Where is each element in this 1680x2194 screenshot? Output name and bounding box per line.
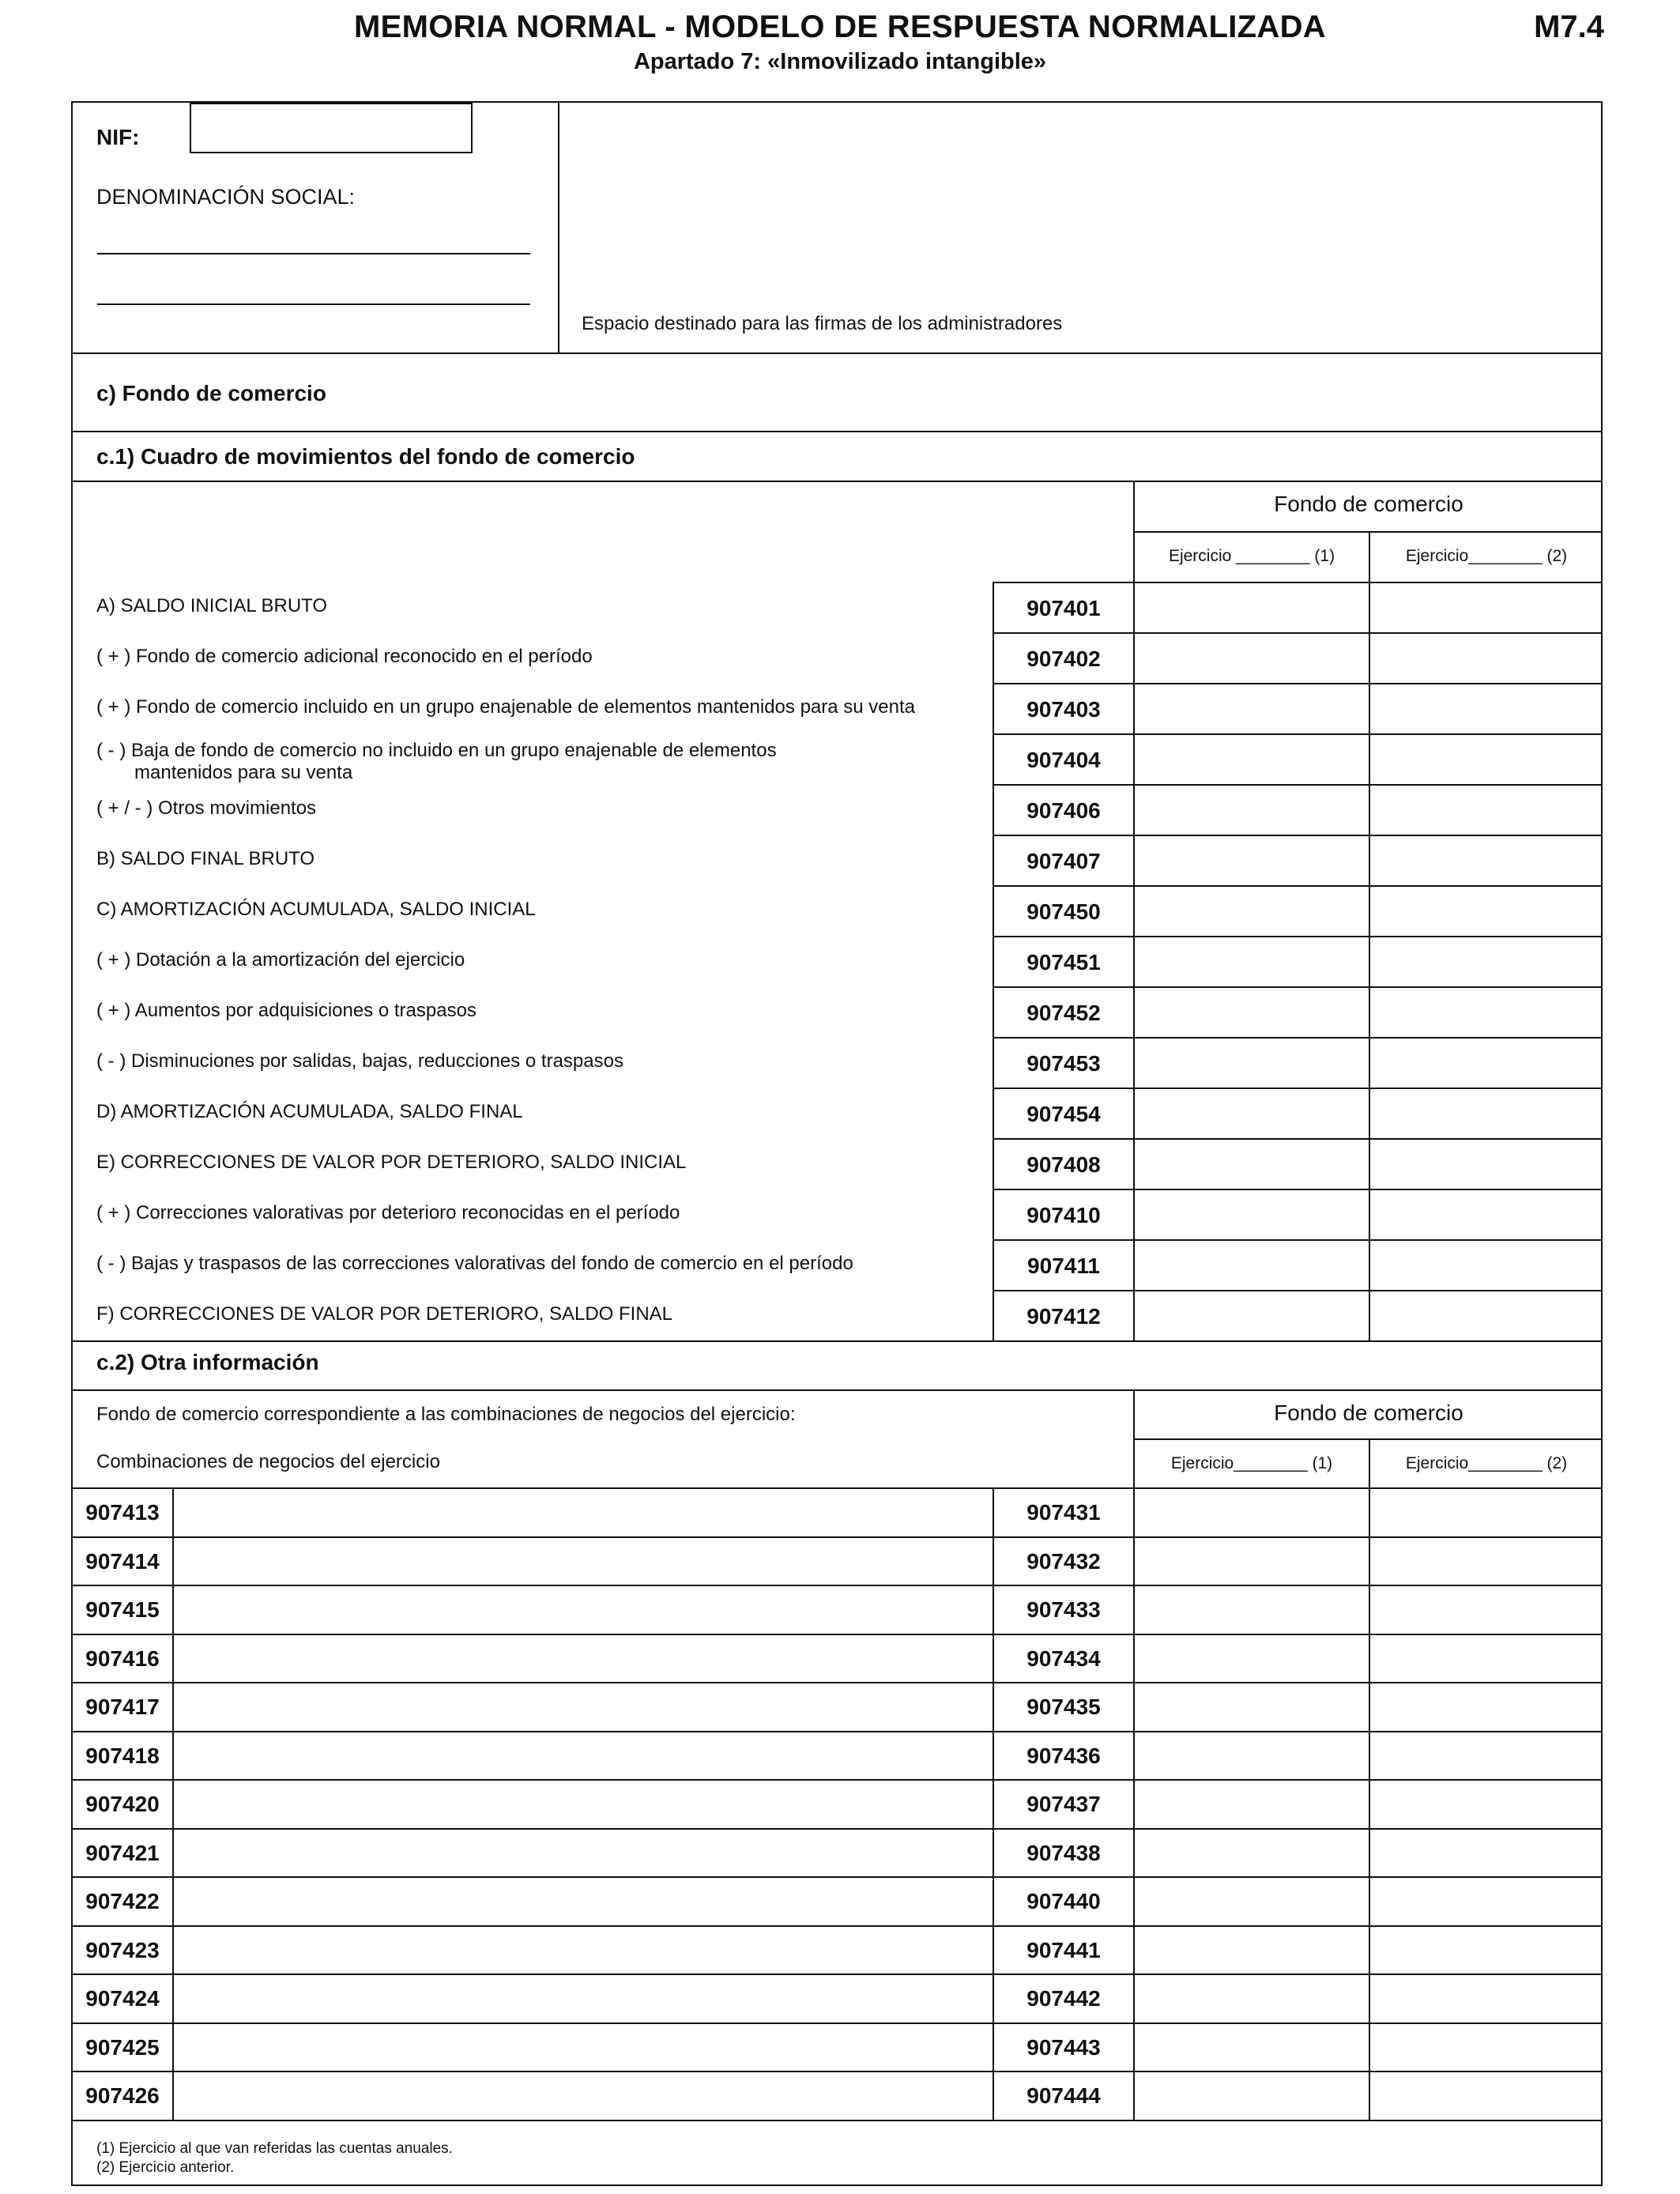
c2-row-left-code: 907421 [85, 1840, 160, 1865]
c1-row-label: B) SALDO FINAL BRUTO [96, 848, 315, 869]
c2-value-cell-ej2[interactable] [1370, 1975, 1603, 2022]
c1-value-cell-ej2[interactable] [1370, 634, 1603, 683]
divider [71, 2120, 1603, 2121]
divider [71, 352, 1603, 354]
c1-value-cell-ej2[interactable] [1370, 988, 1603, 1037]
c2-business-combination-field[interactable] [174, 1878, 993, 1925]
c2-value-cell-ej2[interactable] [1370, 1538, 1603, 1585]
c1-col1-header: Ejercicio ________ (1) [1168, 547, 1335, 565]
c2-value-cell-ej1[interactable] [1135, 1586, 1369, 1634]
c2-business-combination-field[interactable] [174, 1489, 993, 1536]
c1-value-cell-ej2[interactable] [1370, 1089, 1603, 1138]
c2-row-left-code: 907413 [85, 1500, 160, 1525]
c1-value-cell-ej2[interactable] [1370, 1291, 1603, 1340]
c2-business-combination-field[interactable] [174, 1538, 993, 1585]
c2-value-cell-ej1[interactable] [1135, 2024, 1369, 2071]
denominacion-line-1[interactable] [97, 253, 530, 254]
c1-row-code: 907403 [1026, 697, 1101, 722]
c1-value-cell-ej1[interactable] [1135, 887, 1369, 936]
c2-business-combination-field[interactable] [174, 1830, 993, 1877]
c2-row-right-code: 907440 [1026, 1889, 1101, 1913]
c1-value-cell-ej1[interactable] [1135, 1089, 1369, 1138]
c2-business-combination-field[interactable] [174, 1927, 993, 1974]
c2-row-right-code: 907441 [1026, 1937, 1101, 1962]
c2-value-cell-ej1[interactable] [1135, 1538, 1369, 1585]
c2-value-cell-ej2[interactable] [1370, 1489, 1603, 1536]
c1-value-cell-ej1[interactable] [1135, 634, 1369, 683]
divider [71, 481, 1603, 482]
c1-row-code: 907411 [1027, 1253, 1100, 1278]
c1-row-label-line1: ( - ) Baja de fondo de comercio no incluido en un grupo enajenable de elementos [96, 740, 777, 761]
c2-value-cell-ej1[interactable] [1135, 1830, 1369, 1877]
c1-value-cell-ej1[interactable] [1135, 1190, 1369, 1239]
c2-row-left-code: 907420 [85, 1792, 160, 1816]
form-subtitle: Apartado 7: «Inmovilizado intangible» [633, 49, 1047, 74]
c1-row-label: ( + ) Aumentos por adquisiciones o traspasos [96, 1000, 477, 1021]
divider [1133, 1438, 1603, 1440]
c1-value-cell-ej1[interactable] [1135, 684, 1369, 733]
c1-value-cell-ej1[interactable] [1135, 786, 1369, 835]
c2-row-right-code: 907442 [1026, 1986, 1101, 2011]
c2-row-left-code: 907426 [85, 2083, 160, 2108]
c1-row-label: ( + ) Dotación a la amortización del ejercicio [96, 949, 465, 971]
c1-value-cell-ej1[interactable] [1135, 937, 1369, 986]
c1-value-cell-ej1[interactable] [1135, 1140, 1369, 1189]
c2-col1-header: Ejercicio________ (1) [1170, 1454, 1333, 1472]
c1-row-code: 907404 [1026, 748, 1101, 772]
c2-value-cell-ej2[interactable] [1370, 1781, 1603, 1828]
c1-row-label: ( - ) Bajas y traspasos de las correcciones valorativas del fondo de comercio en el período [96, 1253, 853, 1274]
c2-value-cell-ej2[interactable] [1370, 1635, 1603, 1683]
c2-value-cell-ej2[interactable] [1370, 1927, 1603, 1974]
c2-row-left-code: 907414 [85, 1548, 160, 1574]
c2-value-cell-ej2[interactable] [1370, 2072, 1603, 2120]
c1-value-cell-ej2[interactable] [1370, 887, 1603, 936]
c2-business-combination-field[interactable] [174, 1586, 993, 1634]
c1-value-cell-ej2[interactable] [1370, 1190, 1603, 1239]
c2-column-group: Fondo de comercio [1274, 1400, 1463, 1425]
footnote-2: (2) Ejercicio anterior. [96, 2159, 235, 2176]
c1-value-cell-ej2[interactable] [1370, 1039, 1603, 1088]
c2-value-cell-ej1[interactable] [1135, 1732, 1369, 1780]
c2-sub: Combinaciones de negocios del ejercicio [96, 1451, 440, 1472]
c1-value-cell-ej2[interactable] [1370, 836, 1603, 885]
c1-row-label [96, 740, 777, 784]
c1-row-label: D) AMORTIZACIÓN ACUMULADA, SALDO FINAL [96, 1101, 523, 1122]
c1-row-code: 907402 [1026, 647, 1101, 671]
divider [71, 1340, 1603, 1342]
c2-business-combination-field[interactable] [174, 1635, 993, 1683]
c2-business-combination-field[interactable] [174, 1975, 993, 2022]
section-c-title: c) Fondo de comercio [96, 381, 326, 405]
nif-label: NIF: [96, 125, 140, 149]
c1-row-code: 907412 [1026, 1304, 1101, 1329]
c2-business-combination-field[interactable] [174, 1683, 993, 1731]
c2-value-cell-ej2[interactable] [1370, 1586, 1603, 1634]
c2-business-combination-field[interactable] [174, 1781, 993, 1828]
c1-row-label: A) SALDO INICIAL BRUTO [96, 595, 328, 616]
c1-column-group: Fondo de comercio [1274, 492, 1463, 516]
c1-row-label: ( - ) Disminuciones por salidas, bajas, reducciones o traspasos [96, 1050, 623, 1072]
c2-value-cell-ej2[interactable] [1370, 1830, 1603, 1877]
c2-row-left-code: 907425 [85, 2034, 160, 2060]
c1-row-code: 907452 [1026, 1001, 1101, 1025]
c2-value-cell-ej1[interactable] [1135, 1975, 1369, 2022]
c2-value-cell-ej1[interactable] [1135, 1683, 1369, 1731]
c2-value-cell-ej2[interactable] [1370, 2024, 1603, 2071]
denominacion-label: DENOMINACIÓN SOCIAL: [96, 185, 356, 209]
c1-row-label: E) CORRECCIONES DE VALOR POR DETERIORO, SALDO INICIAL [96, 1152, 687, 1173]
c1-row-code: 907454 [1026, 1102, 1101, 1126]
c2-business-combination-field[interactable] [174, 2024, 993, 2071]
c1-row-label: ( + ) Fondo de comercio incluido en un grupo enajenable de elementos mantenidos para su venta [96, 696, 915, 718]
c2-row-right-code: 907438 [1026, 1840, 1101, 1865]
c1-value-cell-ej2[interactable] [1370, 735, 1603, 784]
c2-row-right-code: 907431 [1026, 1500, 1101, 1525]
c2-value-cell-ej1[interactable] [1135, 1781, 1369, 1828]
divider [71, 431, 1603, 432]
c1-value-cell-ej2[interactable] [1370, 937, 1603, 986]
c1-row-label: ( + ) Correcciones valorativas por deterioro reconocidas en el período [96, 1202, 680, 1223]
c1-row-code: 907406 [1026, 798, 1101, 823]
section-c1-title: c.1) Cuadro de movimientos del fondo de comercio [96, 444, 635, 469]
c1-value-cell-ej2[interactable] [1370, 786, 1603, 835]
c1-value-cell-ej1[interactable] [1135, 1039, 1369, 1088]
c1-value-cell-ej1[interactable] [1135, 1291, 1369, 1340]
c2-value-cell-ej1[interactable] [1135, 1878, 1369, 1925]
c2-business-combination-field[interactable] [174, 1732, 993, 1780]
c1-value-cell-ej2[interactable] [1370, 1140, 1603, 1189]
c2-row-left-code: 907422 [85, 1889, 160, 1913]
c1-row-code: 907410 [1026, 1203, 1101, 1227]
c2-row-left-code: 907417 [85, 1695, 160, 1719]
c1-value-cell-ej2[interactable] [1370, 684, 1603, 733]
c1-value-cell-ej1[interactable] [1135, 988, 1369, 1037]
c1-row-label: ( + / - ) Otros movimientos [96, 797, 317, 819]
c1-row-label: C) AMORTIZACIÓN ACUMULADA, SALDO INICIAL [96, 899, 536, 920]
form-title: MEMORIA NORMAL - MODELO DE RESPUESTA NORMALIZADA [354, 9, 1326, 44]
c2-row-left-code: 907415 [85, 1597, 160, 1622]
form-code: M7.4 [1534, 9, 1604, 44]
c2-row-right-code: 907437 [1026, 1792, 1101, 1816]
c1-value-cell-ej2[interactable] [1370, 1241, 1603, 1290]
c2-row-left-code: 907423 [85, 1937, 160, 1962]
c1-value-cell-ej1[interactable] [1135, 1241, 1369, 1290]
section-c2-title: c.2) Otra información [96, 1350, 319, 1374]
footnote-1: (1) Ejercicio al que van referidas las cuentas anuales. [96, 2140, 453, 2157]
c1-row-code: 907408 [1026, 1152, 1101, 1177]
c1-row-code: 907401 [1026, 596, 1101, 620]
c1-row-label-line2: mantenidos para su venta [134, 762, 353, 783]
c1-row-code: 907451 [1026, 950, 1101, 974]
c2-row-right-code: 907444 [1026, 2083, 1101, 2108]
c2-business-combination-field[interactable] [174, 2072, 993, 2120]
c2-row-left-code: 907424 [85, 1986, 160, 2011]
c1-value-cell-ej1[interactable] [1135, 735, 1369, 784]
c2-row-right-code: 907434 [1026, 1646, 1101, 1671]
firmas-label: Espacio destinado para las firmas de los administradores [582, 313, 1063, 334]
c1-row-label: F) CORRECCIONES DE VALOR POR DETERIORO, SALDO FINAL [96, 1303, 672, 1325]
c2-value-cell-ej2[interactable] [1370, 1878, 1603, 1925]
c1-row-code: 907450 [1026, 899, 1101, 924]
c2-row-right-code: 907436 [1026, 1743, 1101, 1768]
c2-col2-header: Ejercicio________ (2) [1405, 1454, 1568, 1472]
divider [1133, 531, 1603, 533]
c2-value-cell-ej2[interactable] [1370, 1683, 1603, 1731]
c2-row-left-code: 907418 [85, 1743, 160, 1768]
c1-value-cell-ej1[interactable] [1135, 836, 1369, 885]
c2-row-right-code: 907432 [1026, 1548, 1101, 1574]
c1-row-code: 907407 [1026, 849, 1101, 873]
firmas-area[interactable] [561, 104, 1599, 351]
c2-row-left-code: 907416 [85, 1646, 160, 1671]
c1-row-label: ( + ) Fondo de comercio adicional reconocido en el período [96, 646, 593, 667]
c2-row-right-code: 907443 [1026, 2034, 1101, 2060]
c2-value-cell-ej1[interactable] [1135, 1927, 1369, 1974]
c2-intro: Fondo de comercio correspondiente a las combinaciones de negocios del ejercicio: [96, 1404, 796, 1425]
c2-row-right-code: 907435 [1026, 1695, 1101, 1719]
c2-value-cell-ej1[interactable] [1135, 2072, 1369, 2120]
c1-col2-header: Ejercicio________ (2) [1405, 547, 1568, 565]
nif-field[interactable] [190, 103, 473, 153]
divider [71, 1389, 1603, 1391]
c1-row-code: 907453 [1026, 1051, 1101, 1076]
c2-value-cell-ej1[interactable] [1135, 1489, 1369, 1536]
c1-value-cell-ej2[interactable] [1370, 583, 1603, 632]
c2-row-right-code: 907433 [1026, 1597, 1101, 1622]
identity-divider [558, 101, 559, 352]
denominacion-line-2[interactable] [97, 303, 530, 305]
c1-value-cell-ej1[interactable] [1135, 583, 1369, 632]
c2-value-cell-ej1[interactable] [1135, 1635, 1369, 1683]
c2-value-cell-ej2[interactable] [1370, 1732, 1603, 1780]
